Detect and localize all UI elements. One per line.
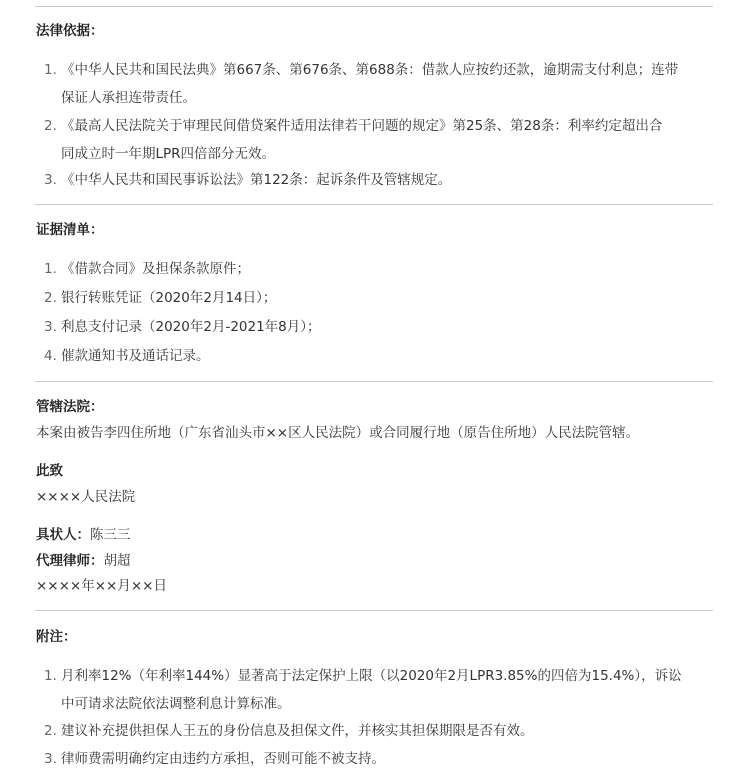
list-item-line: 月利率12%（年利率144%）显著高于法定保护上限（以2020年2月LPR3.85%的四倍为15.4%），诉讼 — [61, 668, 682, 684]
list-number: 3. — [44, 319, 57, 335]
list-item-text: 催款通知书及通话记录。 — [61, 348, 210, 364]
list-item-line: 《最高人民法院关于审理民间借贷案件适用法律若干问题的规定》第25条、第28条：利率约定超出合 — [61, 118, 663, 134]
evidence-item-2 — [44, 284, 714, 312]
legal-basis-item-2 — [44, 112, 714, 168]
lawyer-name: 胡超 — [103, 553, 131, 569]
list-number: 2. — [44, 723, 57, 739]
list-number: 1. — [44, 261, 57, 277]
list-item-line: 保证人承担连带责任。 — [61, 90, 196, 106]
list-number: 4. — [44, 348, 57, 364]
petitioner-label: 具状人： — [36, 527, 90, 543]
petitioner-name: 陈三三 — [90, 527, 131, 543]
list-item-line: 中可请求法院依法调整利息计算标准。 — [61, 696, 291, 712]
list-item-text: 银行转账凭证（2020年2月14日）； — [61, 290, 277, 306]
list-number: 1. — [44, 668, 57, 684]
note-item-3 — [44, 745, 714, 773]
petitioner-line — [36, 525, 131, 545]
list-number: 1. — [44, 62, 57, 78]
legal-basis-item-1 — [44, 56, 714, 112]
list-item-line: 《中华人民共和国民事诉讼法》第122条：起诉条件及管辖规定。 — [61, 172, 452, 188]
lawyer-label: 代理律师： — [36, 553, 104, 569]
note-item-1 — [44, 662, 714, 718]
evidence-item-4 — [44, 342, 714, 370]
list-item-line: 建议补充提供担保人王五的身份信息及担保文件，并核实其担保期限是否有效。 — [61, 723, 534, 739]
court-heading: 管辖法院： — [36, 399, 104, 415]
divider — [35, 204, 713, 205]
list-number: 2. — [44, 290, 57, 306]
list-number: 3. — [44, 172, 57, 188]
list-item-text: 利息支付记录（2020年2月-2021年8月）； — [61, 319, 321, 335]
court-text: 本案由被告李四住所地（广东省汕头市××区人民法院）或合同履行地（原告住所地）人民法院管辖。 — [36, 425, 640, 441]
legal-basis-heading: 法律依据： — [36, 23, 104, 39]
divider — [35, 610, 713, 611]
list-number: 3. — [44, 751, 57, 767]
divider-top — [35, 6, 713, 7]
evidence-item-1 — [44, 255, 714, 283]
salutation-label: 此致 — [36, 463, 63, 479]
lawyer-line — [36, 551, 131, 571]
court-name: ××××人民法院 — [36, 489, 136, 505]
list-item-line: 《中华人民共和国民法典》第667条、第676条、第688条：借款人应按约还款，逾期需支付利息；连带 — [61, 62, 679, 78]
divider — [35, 381, 713, 382]
legal-basis-item-3 — [44, 166, 714, 194]
list-number: 2. — [44, 118, 57, 134]
list-item-line: 律师费需明确约定由违约方承担，否则可能不被支持。 — [61, 751, 385, 767]
list-item-text: 《借款合同》及担保条款原件； — [61, 261, 250, 277]
note-item-2 — [44, 717, 714, 745]
list-item-line: 同成立时一年期LPR四倍部分无效。 — [61, 146, 276, 162]
evidence-item-3 — [44, 313, 714, 341]
filing-date: ××××年××月××日 — [36, 578, 167, 594]
notes-heading: 附注： — [36, 629, 77, 645]
evidence-heading: 证据清单： — [36, 222, 104, 238]
